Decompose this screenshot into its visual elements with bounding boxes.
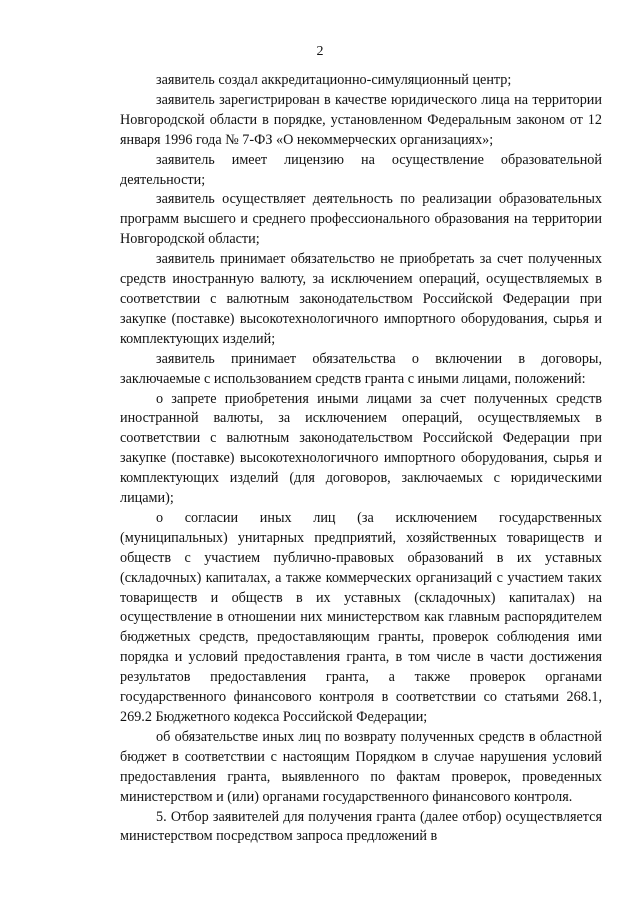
paragraph-legal-registration: заявитель зарегистрирован в качестве юридического лица на территории Новгородской области в порядке, установленном Федеральным законом от 12 января 1996 года № 7-ФЗ «О некоммерческих организациях»; <box>120 91 602 148</box>
paragraph-refund-obligation: об обязательстве иных лиц по возврату полученных средств в областной бюджет в соответствии с настоящим Порядком в случае нарушения условий предоставления гранта, выявленного по фактам проверок, проведенных министерством и (или) органами государственного финансового контроля. <box>120 728 602 805</box>
paragraph-currency-obligation: заявитель принимает обязательство не приобретать за счет полученных средств иностранную валюту, за исключением операций, осуществляемых в соответствии с валютным законодательством Российской Федерации при закупке (поставке) высокотехнологичного импортного оборудования, сырья и комплектующих изделий; <box>120 251 602 347</box>
paragraph-accreditation-center: заявитель создал аккредитационно-симуляционный центр; <box>156 72 512 88</box>
paragraph-selection-clause: 5. Отбор заявителей для получения гранта (далее отбор) осуществляется министерством посредством запроса предложений в <box>120 808 602 845</box>
paragraph-inspection-consent: о согласии иных лиц (за исключением государственных (муниципальных) унитарных предприятий, хозяйственных товариществ и обществ с участием публично-правовых образований в их уставных (складочных) капиталах, а также коммерческих организаций с участием таких товариществ и обществ в их уставных (складочных) капиталах) на осуществление в отношении них министерством как главным распорядителем бюджетных средств, предоставляющим гранты, проверок соблюдения ими порядка и условий предоставления гранта, в том числе в части достижения результатов предоставления гранта, а также проверок органами государственного финансового контроля в соответствии со статьями 268.1, 269.2 Бюджетного кодекса Российской Федерации; <box>120 509 602 725</box>
document-body <box>120 71 602 847</box>
page-number: 2 <box>316 44 324 59</box>
paragraph-currency-ban: о запрете приобретения иными лицами за счет полученных средств иностранной валюты, за исключением операций, осуществляемых в соответствии с валютным законодательством Российской Федерации при закупке (поставке) высокотехнологичного импортного оборудования, сырья и комплектующих изделий (для договоров, заключаемых с юридическими лицами); <box>120 390 602 507</box>
paragraph-contract-provisions: заявитель принимает обязательства о включении в договоры, заключаемые с использованием средств гранта с иными лицами, положений: <box>120 350 602 387</box>
paragraph-education-license: заявитель имеет лицензию на осуществление образовательной деятельности; <box>120 151 602 188</box>
paragraph-education-programs: заявитель осуществляет деятельность по реализации образовательных программ высшего и среднего профессионального образования на территории Новгородской области; <box>120 191 602 248</box>
